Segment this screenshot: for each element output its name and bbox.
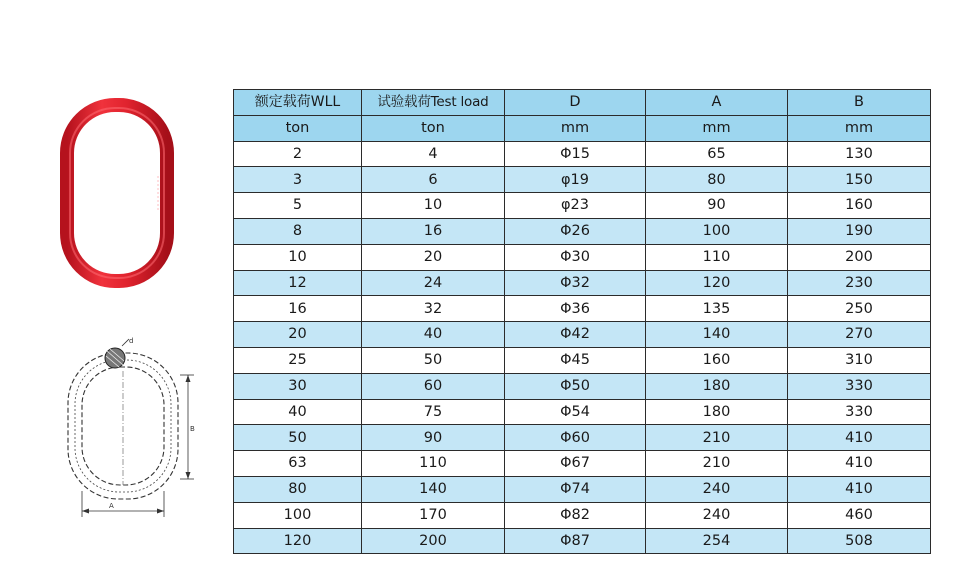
cell-test-load: 6 — [362, 167, 505, 193]
cell-test-load: 24 — [362, 270, 505, 296]
cell-a: 65 — [646, 141, 788, 167]
cell-test-load: 16 — [362, 218, 505, 244]
cell-wll: 12 — [234, 270, 362, 296]
cell-d: φ23 — [505, 193, 646, 219]
unit-a: mm — [646, 115, 788, 141]
cell-d: φ19 — [505, 167, 646, 193]
cell-b: 460 — [788, 502, 931, 528]
cell-wll: 16 — [234, 296, 362, 322]
cell-wll: 50 — [234, 425, 362, 451]
cell-b: 330 — [788, 373, 931, 399]
cell-b: 230 — [788, 270, 931, 296]
cell-d: Φ67 — [505, 451, 646, 477]
cell-a: 100 — [646, 218, 788, 244]
cell-test-load: 110 — [362, 451, 505, 477]
cell-test-load: 200 — [362, 528, 505, 554]
cell-test-load: 170 — [362, 502, 505, 528]
cell-b: 410 — [788, 476, 931, 502]
unit-test-load: ton — [362, 115, 505, 141]
cell-d: Φ42 — [505, 322, 646, 348]
cell-a: 110 — [646, 244, 788, 270]
cell-a: 90 — [646, 193, 788, 219]
cell-wll: 40 — [234, 399, 362, 425]
svg-text:B: B — [190, 425, 195, 433]
cell-wll: 63 — [234, 451, 362, 477]
cell-wll: 10 — [234, 244, 362, 270]
table-row — [234, 399, 931, 425]
cell-test-load: 4 — [362, 141, 505, 167]
cell-b: 410 — [788, 425, 931, 451]
cell-test-load: 32 — [362, 296, 505, 322]
cell-d: Φ32 — [505, 270, 646, 296]
table-row — [234, 425, 931, 451]
table-unit-row — [234, 115, 931, 141]
cell-a: 140 — [646, 322, 788, 348]
table-row — [234, 502, 931, 528]
cell-test-load: 40 — [362, 322, 505, 348]
cell-test-load: 20 — [362, 244, 505, 270]
cell-d: Φ36 — [505, 296, 646, 322]
cell-wll: 8 — [234, 218, 362, 244]
table-row — [234, 193, 931, 219]
cell-a: 180 — [646, 373, 788, 399]
cell-a: 160 — [646, 347, 788, 373]
cell-a: 254 — [646, 528, 788, 554]
table-header-row — [234, 90, 931, 116]
table-row — [234, 451, 931, 477]
master-link-photo — [58, 98, 176, 288]
cell-d: Φ60 — [505, 425, 646, 451]
cell-test-load: 50 — [362, 347, 505, 373]
master-link-drawing — [54, 335, 206, 525]
table-row — [234, 476, 931, 502]
cell-wll: 3 — [234, 167, 362, 193]
cell-a: 210 — [646, 425, 788, 451]
cell-b: 310 — [788, 347, 931, 373]
cell-d: Φ50 — [505, 373, 646, 399]
cell-a: 120 — [646, 270, 788, 296]
cell-b: 270 — [788, 322, 931, 348]
table-row — [234, 141, 931, 167]
cell-a: 240 — [646, 476, 788, 502]
table-row — [234, 347, 931, 373]
cell-d: Φ45 — [505, 347, 646, 373]
unit-b: mm — [788, 115, 931, 141]
cell-d: Φ54 — [505, 399, 646, 425]
cell-a: 210 — [646, 451, 788, 477]
cell-b: 250 — [788, 296, 931, 322]
specification-table — [233, 89, 931, 554]
cell-d: Φ87 — [505, 528, 646, 554]
table-row — [234, 296, 931, 322]
cell-a: 240 — [646, 502, 788, 528]
cell-test-load: 90 — [362, 425, 505, 451]
cell-b: 130 — [788, 141, 931, 167]
cell-d: Φ82 — [505, 502, 646, 528]
cell-d: Φ26 — [505, 218, 646, 244]
table-row — [234, 167, 931, 193]
unit-d: mm — [505, 115, 646, 141]
cell-a: 180 — [646, 399, 788, 425]
cell-b: 410 — [788, 451, 931, 477]
header-test-load: 试验载荷Test load — [362, 90, 505, 116]
cell-wll: 5 — [234, 193, 362, 219]
table-row — [234, 270, 931, 296]
cell-wll: 100 — [234, 502, 362, 528]
cell-d: Φ15 — [505, 141, 646, 167]
table-row — [234, 218, 931, 244]
table-row — [234, 322, 931, 348]
header-d: D — [505, 90, 646, 116]
cell-test-load: 75 — [362, 399, 505, 425]
cell-a: 80 — [646, 167, 788, 193]
cell-test-load: 140 — [362, 476, 505, 502]
cell-test-load: 60 — [362, 373, 505, 399]
cell-a: 135 — [646, 296, 788, 322]
cell-b: 160 — [788, 193, 931, 219]
cell-d: Φ74 — [505, 476, 646, 502]
header-a: A — [646, 90, 788, 116]
cell-d: Φ30 — [505, 244, 646, 270]
cell-b: 190 — [788, 218, 931, 244]
svg-text:d: d — [129, 337, 134, 345]
header-b: B — [788, 90, 931, 116]
table-row — [234, 373, 931, 399]
unit-wll: ton — [234, 115, 362, 141]
cell-wll: 120 — [234, 528, 362, 554]
cell-wll: 30 — [234, 373, 362, 399]
cell-b: 508 — [788, 528, 931, 554]
svg-text:A: A — [109, 502, 114, 510]
header-wll: 额定载荷WLL — [234, 90, 362, 116]
cell-test-load: 10 — [362, 193, 505, 219]
table-row — [234, 244, 931, 270]
cell-wll: 25 — [234, 347, 362, 373]
table-body — [234, 141, 931, 554]
cell-b: 150 — [788, 167, 931, 193]
cell-b: 200 — [788, 244, 931, 270]
cell-wll: 80 — [234, 476, 362, 502]
cell-b: 330 — [788, 399, 931, 425]
cell-wll: 20 — [234, 322, 362, 348]
cell-wll: 2 — [234, 141, 362, 167]
table-row — [234, 528, 931, 554]
